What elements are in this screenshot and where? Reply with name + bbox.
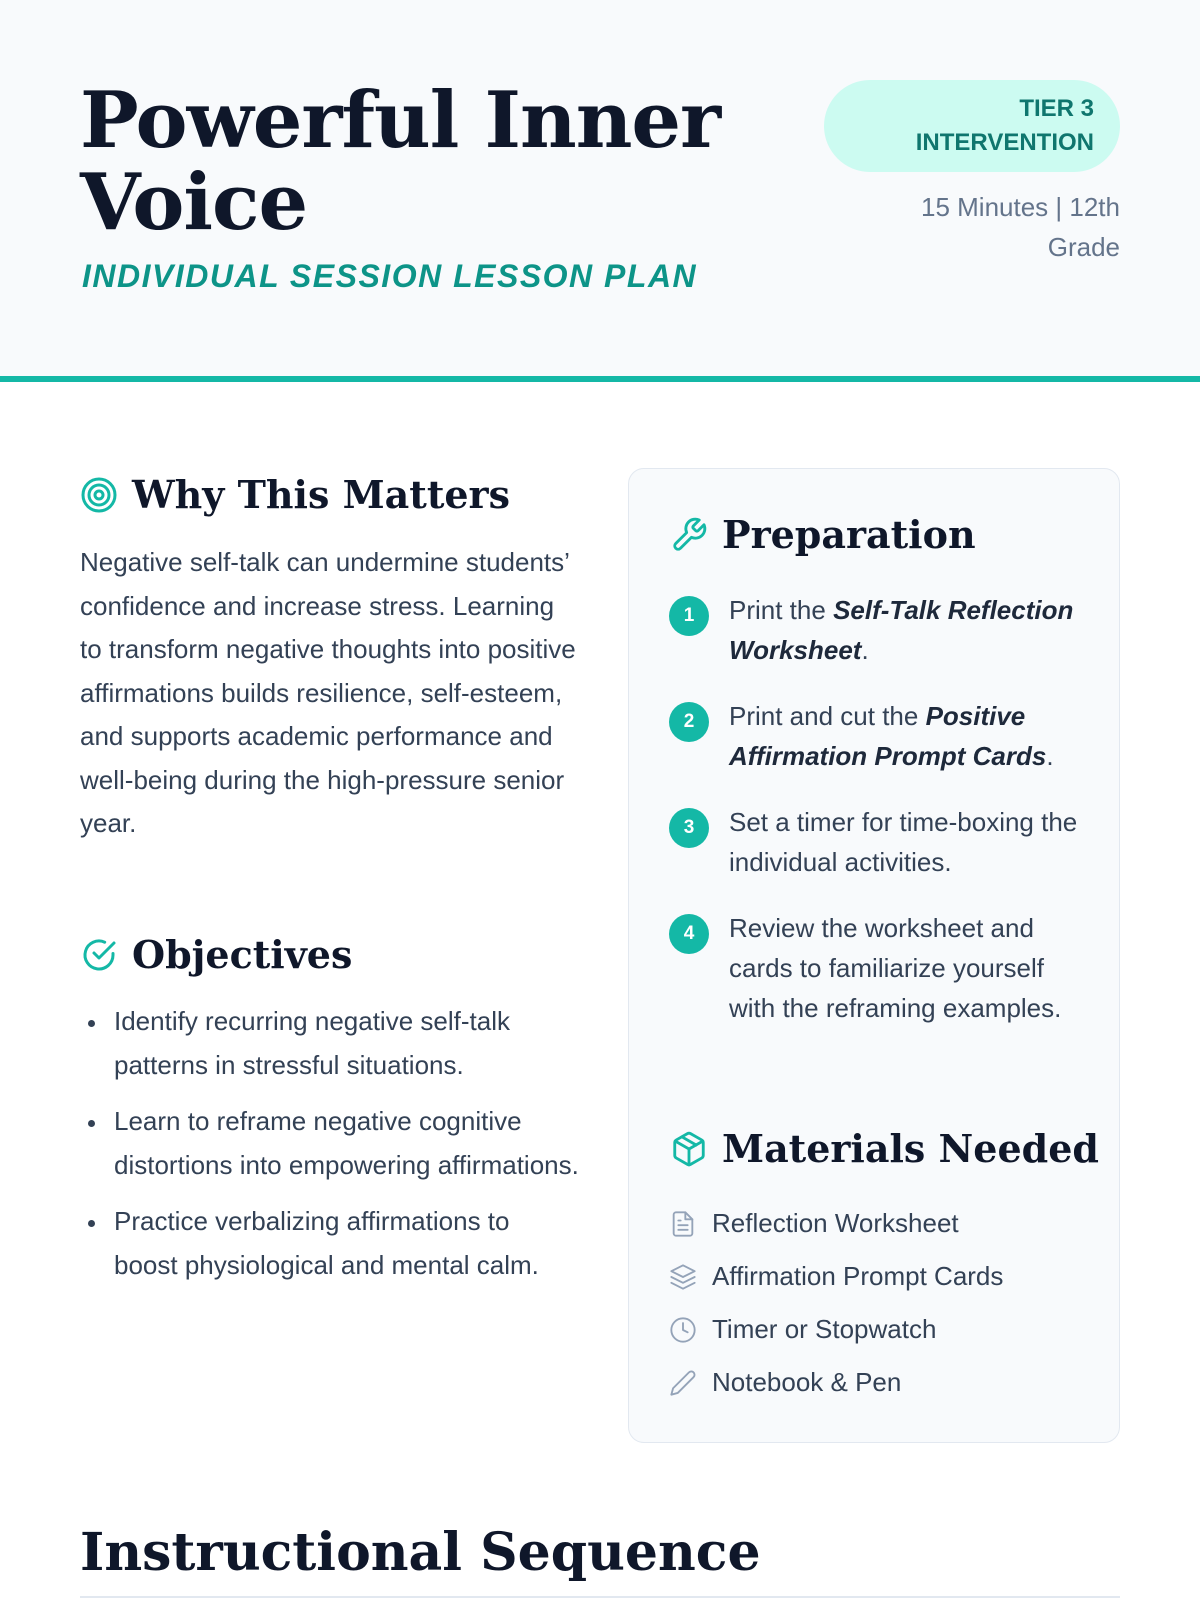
objectives-heading-text: Objectives — [132, 932, 353, 977]
objectives-heading — [80, 932, 352, 977]
material-label: Timer or Stopwatch — [712, 1314, 937, 1344]
why-heading — [80, 472, 510, 517]
material-label: Affirmation Prompt Cards — [712, 1261, 1004, 1291]
objectives-list — [80, 1000, 580, 1300]
box-icon — [670, 1130, 708, 1168]
clock-icon — [669, 1316, 697, 1344]
step-text: Review the worksheet and cards to familiarize yourself with the reframing examples. — [729, 913, 1062, 1023]
material-label: Reflection Worksheet — [712, 1208, 959, 1238]
preparation-step — [669, 802, 1089, 882]
check-circle-icon — [80, 936, 118, 974]
step-number: 2 — [669, 702, 709, 742]
tier-badge — [824, 80, 1120, 172]
page-header — [0, 0, 1200, 382]
step-text: Print the Self-Talk Reflection Worksheet. — [729, 595, 1074, 665]
target-icon — [80, 476, 118, 514]
material-item — [669, 1197, 1003, 1250]
step-number: 4 — [669, 914, 709, 954]
material-item — [669, 1303, 1003, 1356]
preparation-heading-text: Preparation — [722, 512, 976, 557]
sequence-heading: Instructional Sequence — [80, 1522, 761, 1583]
preparation-step — [669, 590, 1089, 670]
why-heading-text: Why This Matters — [132, 472, 510, 517]
material-label: Notebook & Pen — [712, 1367, 902, 1397]
objective-item: Identify recurring negative self-talk patterns in stressful situations. — [80, 1000, 580, 1087]
step-text: Set a timer for time-boxing the individual activities. — [729, 807, 1078, 877]
pencil-icon — [669, 1369, 697, 1397]
step-text: Print and cut the Positive Affirmation Prompt Cards. — [729, 701, 1054, 771]
objective-item: Practice verbalizing affirmations to boost physiological and mental calm. — [80, 1200, 580, 1287]
layers-icon — [669, 1263, 697, 1291]
tier-badge-line2: INTERVENTION — [915, 129, 1094, 156]
page-subtitle: INDIVIDUAL SESSION LESSON PLAN — [82, 258, 698, 294]
preparation-list — [669, 590, 1089, 1054]
session-meta — [820, 187, 1120, 267]
material-item — [669, 1250, 1003, 1303]
materials-heading-text: Materials Needed — [722, 1126, 1099, 1171]
why-body: Negative self-talk can undermine students’ confidence and increase stress. Learning to transform negative thoughts into positive affirmations builds resilience, self-esteem, and supports academic performance and well-being during the high-pressure senior year. — [80, 547, 576, 838]
section-divider — [80, 1596, 1120, 1598]
step-number: 1 — [669, 596, 709, 636]
materials-list — [669, 1197, 1003, 1409]
preparation-heading — [670, 512, 976, 557]
material-item — [669, 1356, 1003, 1409]
preparation-step — [669, 696, 1089, 776]
page-title: Powerful Inner Voice — [80, 75, 721, 248]
step-number: 3 — [669, 808, 709, 848]
document-icon — [669, 1210, 697, 1238]
tier-badge-line1: TIER 3 — [1019, 95, 1094, 122]
session-meta-line2: Grade — [1047, 232, 1120, 262]
session-meta-line1: 15 Minutes | 12th — [921, 192, 1120, 222]
objective-item: Learn to reframe negative cognitive distortions into empowering affirmations. — [80, 1100, 580, 1187]
materials-heading — [670, 1126, 1099, 1171]
wrench-icon — [670, 516, 708, 554]
preparation-step — [669, 908, 1089, 1028]
